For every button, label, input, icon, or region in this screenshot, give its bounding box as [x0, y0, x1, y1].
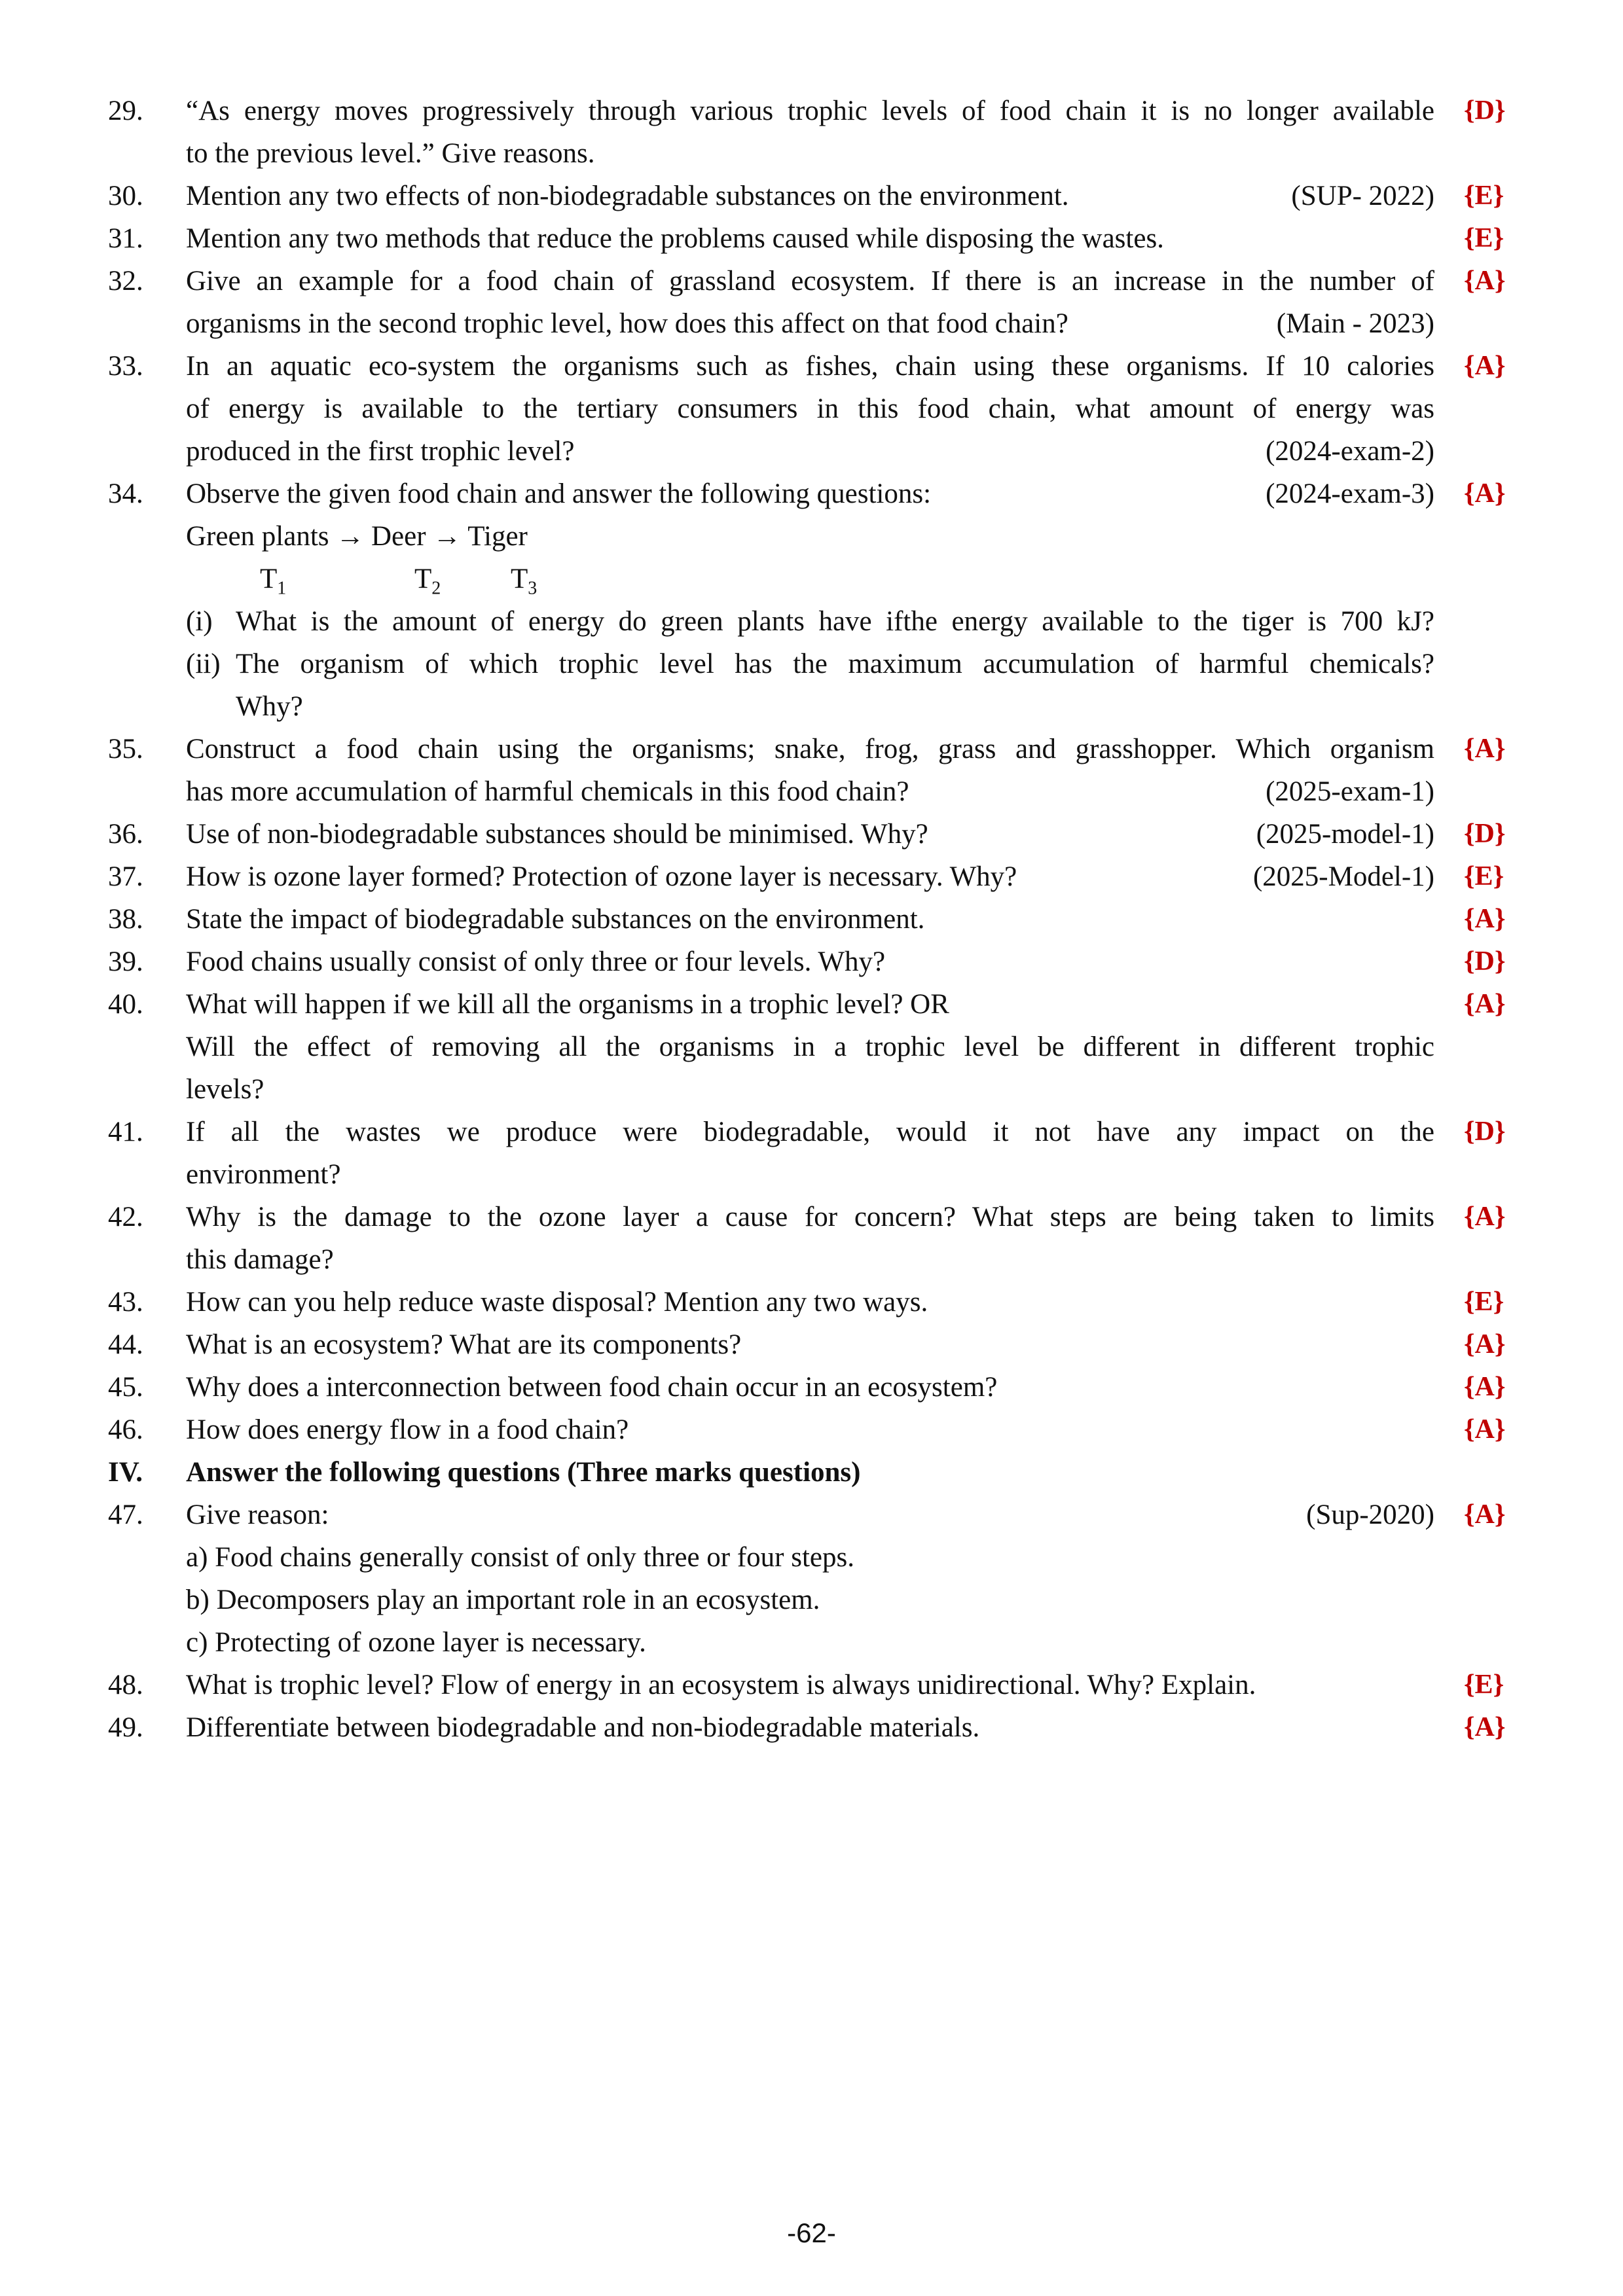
difficulty-tag: {A} — [1464, 266, 1506, 296]
question-number: 41. — [108, 1117, 143, 1147]
question-number: 31. — [108, 223, 143, 254]
question-text: Mention any two effects of non-biodegradable substances on the environment. — [186, 181, 1069, 211]
exam-source: (Main - 2023) — [1276, 308, 1434, 339]
question-number: 37. — [108, 861, 143, 892]
difficulty-tag: {A} — [1464, 989, 1506, 1019]
question-number: 36. — [108, 819, 143, 850]
difficulty-tag: {A} — [1464, 904, 1506, 934]
question-line — [0, 1026, 1623, 1068]
question-number: 49. — [108, 1712, 143, 1743]
question-list — [0, 90, 1623, 1749]
question-text: Will the effect of removing all the organisms in a trophic level be different in different trophic — [186, 1031, 1434, 1062]
question-text: What is trophic level? Flow of energy in an ecosystem is always unidirectional. Why? Explain. — [186, 1670, 1256, 1700]
question-number: 35. — [108, 734, 143, 764]
question-number: 33. — [108, 351, 143, 382]
question-line — [0, 132, 1623, 175]
question-line — [0, 387, 1623, 430]
trophic-letter: T — [260, 564, 278, 594]
question-number: 32. — [108, 266, 143, 296]
question-line — [0, 1536, 1623, 1579]
difficulty-tag: {E} — [1464, 1287, 1504, 1317]
question-line — [0, 983, 1623, 1026]
question-number: 30. — [108, 181, 143, 211]
question-text: How is ozone layer formed? Protection of ozone layer is necessary. Why? — [186, 861, 1017, 892]
question-line — [0, 1323, 1623, 1366]
trophic-subscript: 3 — [528, 578, 538, 599]
question-line — [0, 260, 1623, 302]
question-text: In an aquatic eco-system the organisms such as fishes, chain using these organisms. If 10 calories — [186, 351, 1434, 382]
exam-source: (2024-exam-2) — [1266, 436, 1434, 467]
question-line — [0, 1408, 1623, 1451]
exam-source: (2025-model-1) — [1256, 819, 1434, 850]
difficulty-tag: {D} — [1464, 1117, 1506, 1147]
question-line — [0, 1706, 1623, 1749]
difficulty-tag: {A} — [1464, 478, 1506, 509]
difficulty-tag: {A} — [1464, 1372, 1506, 1402]
question-text: levels? — [186, 1074, 264, 1105]
question-text: environment? — [186, 1159, 341, 1190]
question-line — [0, 685, 1623, 728]
question-line — [0, 1281, 1623, 1323]
question-line — [0, 1196, 1623, 1238]
question-text: Use of non-biodegradable substances should be minimised. Why? — [186, 819, 928, 850]
question-text: b) Decomposers play an important role in an ecosystem. — [186, 1585, 820, 1615]
exam-source: (Sup-2020) — [1306, 1499, 1434, 1530]
difficulty-tag: {E} — [1464, 861, 1504, 891]
question-number: 44. — [108, 1329, 143, 1360]
question-line — [0, 1621, 1623, 1664]
question-number: 40. — [108, 989, 143, 1020]
question-text: The organism of which trophic level has the maximum accumulation of harmful chemicals? — [236, 649, 1434, 679]
question-number: 39. — [108, 946, 143, 977]
page-number: -62- — [787, 2217, 836, 2248]
question-line — [0, 1238, 1623, 1281]
question-number: 34. — [108, 478, 143, 509]
difficulty-tag: {E} — [1464, 1670, 1504, 1700]
question-line — [0, 855, 1623, 898]
question-text: Give an example for a food chain of grassland ecosystem. If there is an increase in the number of — [186, 266, 1434, 296]
question-text: Why does a interconnection between food chain occur in an ecosystem? — [186, 1372, 998, 1403]
question-text: State the impact of biodegradable substances on the environment. — [186, 904, 925, 935]
difficulty-tag: {D} — [1464, 946, 1506, 977]
trophic-subscript: 2 — [431, 578, 441, 599]
question-number: 43. — [108, 1287, 143, 1318]
question-text: c) Protecting of ozone layer is necessary. — [186, 1627, 646, 1658]
question-text: has more accumulation of harmful chemicals in this food chain? — [186, 776, 909, 807]
question-text: Green plants → Deer → Tiger — [186, 521, 528, 552]
exam-source: (2024-exam-3) — [1266, 478, 1434, 509]
question-line — [0, 728, 1623, 770]
exam-source: (2025-Model-1) — [1252, 861, 1434, 892]
question-text: Answer the following questions (Three marks questions) — [186, 1457, 861, 1488]
question-text: What will happen if we kill all the organisms in a trophic level? OR — [186, 989, 949, 1020]
question-text: How does energy flow in a food chain? — [186, 1414, 629, 1445]
question-text: What is an ecosystem? What are its components? — [186, 1329, 742, 1360]
difficulty-tag: {A} — [1464, 1499, 1506, 1530]
question-line — [0, 1111, 1623, 1153]
question-text: Differentiate between biodegradable and non-biodegradable materials. — [186, 1712, 980, 1743]
question-line — [0, 175, 1623, 217]
sub-question-label: (i) — [186, 606, 213, 637]
question-line — [0, 217, 1623, 260]
question-number: 45. — [108, 1372, 143, 1403]
question-text: a) Food chains generally consist of only three or four steps. — [186, 1542, 854, 1573]
trophic-letter: T — [414, 564, 432, 594]
difficulty-tag: {D} — [1464, 96, 1506, 126]
question-line — [0, 898, 1623, 941]
question-text: How can you help reduce waste disposal? Mention any two ways. — [186, 1287, 928, 1318]
question-text: “As energy moves progressively through various trophic levels of food chain it is no longer available — [186, 96, 1434, 126]
question-text: Give reason: — [186, 1499, 329, 1530]
question-line — [0, 770, 1623, 813]
question-number: IV. — [108, 1457, 143, 1488]
difficulty-tag: {A} — [1464, 734, 1506, 764]
question-text: Observe the given food chain and answer the following questions: — [186, 478, 932, 509]
question-line — [0, 1366, 1623, 1408]
question-text: If all the wastes we produce were biodegradable, would it not have any impact on the — [186, 1117, 1434, 1147]
question-line — [0, 1494, 1623, 1536]
question-line — [0, 941, 1623, 983]
question-text: organisms in the second trophic level, how does this affect on that food chain? — [186, 308, 1068, 339]
question-line — [0, 600, 1623, 643]
question-text: Construct a food chain using the organisms; snake, frog, grass and grasshopper. Which organism — [186, 734, 1434, 764]
question-line — [0, 1664, 1623, 1706]
difficulty-tag: {E} — [1464, 181, 1504, 211]
question-line — [0, 1579, 1623, 1621]
question-line — [0, 430, 1623, 473]
question-text: What is the amount of energy do green plants have ifthe energy available to the tiger is 700 kJ? — [236, 606, 1434, 637]
trophic-letter: T — [511, 564, 528, 594]
question-text: Mention any two methods that reduce the problems caused while disposing the wastes. — [186, 223, 1164, 254]
question-line — [0, 473, 1623, 515]
difficulty-tag: {A} — [1464, 351, 1506, 381]
difficulty-tag: {A} — [1464, 1202, 1506, 1232]
difficulty-tag: {E} — [1464, 223, 1504, 253]
question-line — [0, 558, 1623, 600]
question-line — [0, 1068, 1623, 1111]
question-number: 42. — [108, 1202, 143, 1232]
difficulty-tag: {D} — [1464, 819, 1506, 849]
question-number: 47. — [108, 1499, 143, 1530]
section-heading — [0, 1451, 1623, 1494]
question-text: produced in the first trophic level? — [186, 436, 575, 467]
question-line — [0, 643, 1623, 685]
question-text: Food chains usually consist of only three or four levels. Why? — [186, 946, 886, 977]
question-line — [0, 515, 1623, 558]
question-text: of energy is available to the tertiary consumers in this food chain, what amount of energy was — [186, 393, 1434, 424]
difficulty-tag: {A} — [1464, 1712, 1506, 1742]
sub-question-label: (ii) — [186, 649, 221, 679]
question-line — [0, 813, 1623, 855]
question-number: 38. — [108, 904, 143, 935]
question-line — [0, 90, 1623, 132]
trophic-subscript: 1 — [277, 578, 287, 599]
question-text: Why is the damage to the ozone layer a cause for concern? What steps are being taken to limits — [186, 1202, 1434, 1232]
question-line — [0, 302, 1623, 345]
question-line — [0, 345, 1623, 387]
difficulty-tag: {A} — [1464, 1329, 1506, 1359]
exam-source: (2025-exam-1) — [1266, 776, 1434, 807]
question-text: this damage? — [186, 1244, 334, 1275]
question-line — [0, 1153, 1623, 1196]
question-text: to the previous level.” Give reasons. — [186, 138, 595, 169]
exam-source: (SUP- 2022) — [1291, 181, 1434, 211]
question-number: 29. — [108, 96, 143, 126]
question-text: Why? — [236, 691, 303, 722]
question-number: 48. — [108, 1670, 143, 1700]
difficulty-tag: {A} — [1464, 1414, 1506, 1444]
question-number: 46. — [108, 1414, 143, 1445]
